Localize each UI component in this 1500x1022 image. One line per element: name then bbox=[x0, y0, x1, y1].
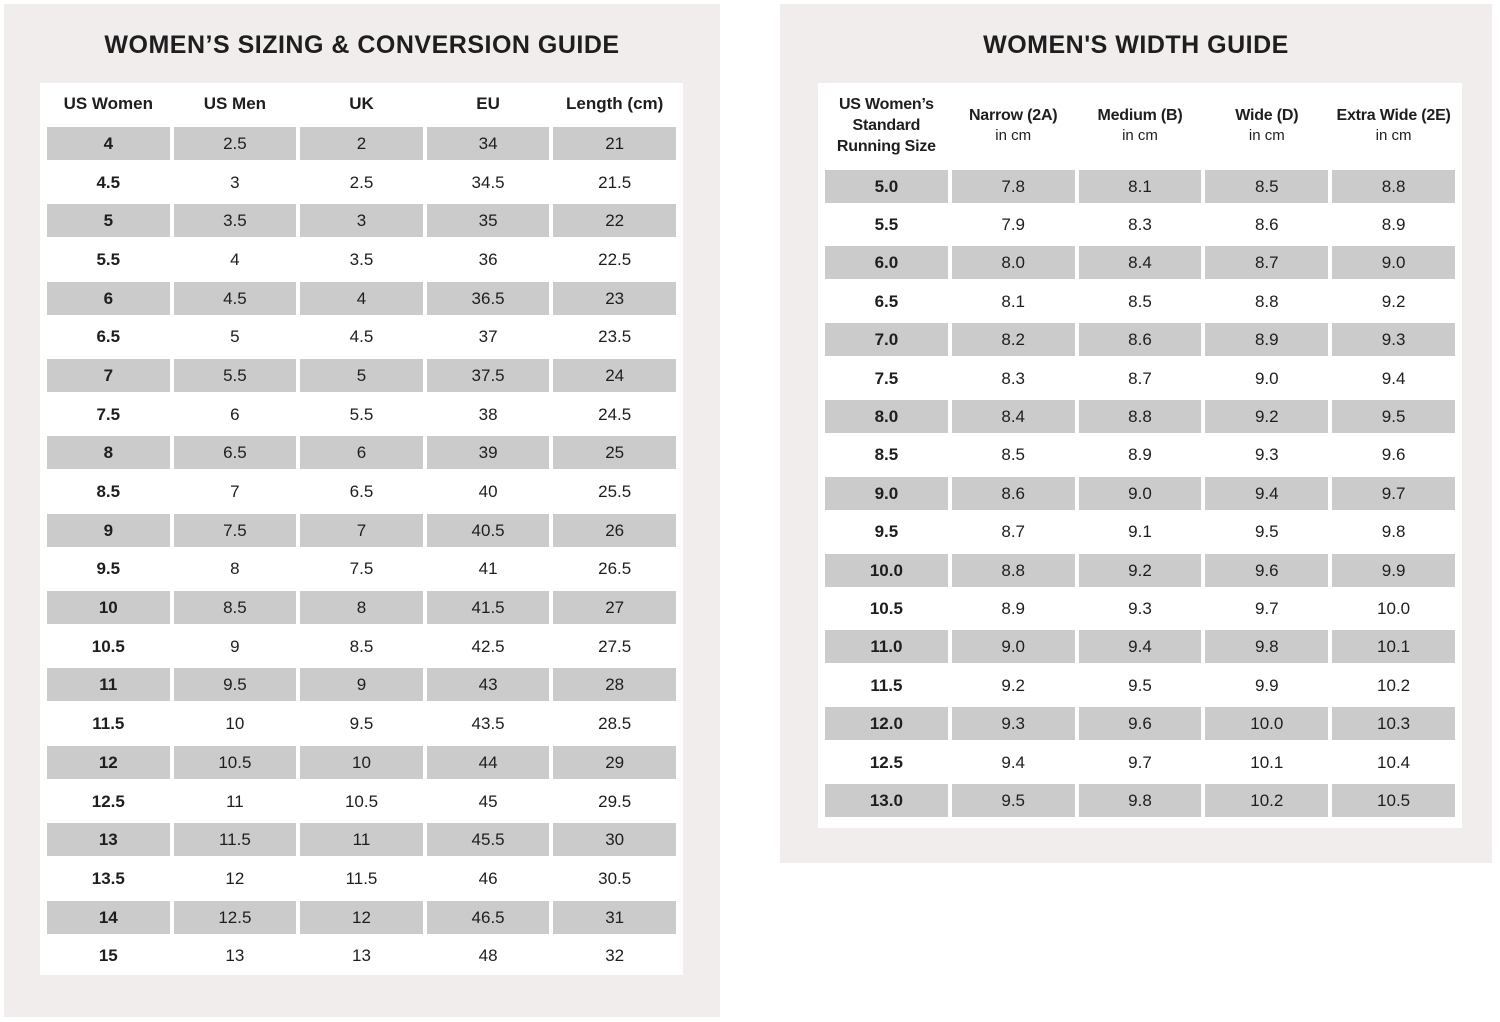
table-cell: 26.5 bbox=[598, 559, 632, 579]
table-cell: 7.5 bbox=[96, 404, 121, 424]
table-cell: 12.5 bbox=[869, 752, 903, 772]
column-header-label: Standard bbox=[852, 116, 921, 134]
table-cell: 12.0 bbox=[825, 707, 948, 740]
column-header bbox=[1332, 105, 1455, 146]
table-cell: 8.3 bbox=[1128, 215, 1152, 235]
table-row bbox=[818, 244, 1462, 282]
column-header-label: US Women’s bbox=[838, 95, 934, 113]
table-row bbox=[40, 782, 683, 821]
table-cell: 7 bbox=[230, 482, 240, 502]
table-cell: 8.6 bbox=[1079, 323, 1202, 356]
table-cell: 41 bbox=[478, 559, 498, 579]
table-cell: 13 bbox=[352, 946, 371, 966]
table-row bbox=[40, 859, 683, 898]
column-header-us-men: US Men bbox=[203, 93, 267, 113]
table-cell: 8.8 bbox=[1332, 170, 1455, 203]
table-cell: 7.0 bbox=[825, 323, 948, 356]
table-cell: 9.8 bbox=[1079, 784, 1202, 817]
table-cell: 6.5 bbox=[874, 291, 899, 311]
table-cell: 7.8 bbox=[952, 170, 1075, 203]
table-cell: 8.1 bbox=[1079, 170, 1202, 203]
table-cell: 38 bbox=[478, 404, 498, 424]
table-cell: 10.5 bbox=[1332, 784, 1455, 817]
column-header bbox=[1079, 105, 1202, 146]
table-cell: 31 bbox=[553, 901, 676, 934]
width-guide-table bbox=[818, 83, 1462, 828]
table-row bbox=[40, 279, 683, 318]
table-cell: 10 bbox=[225, 714, 245, 734]
table-cell: 8.6 bbox=[1254, 215, 1279, 235]
width-guide-panel bbox=[780, 4, 1492, 863]
table-cell: 4.5 bbox=[174, 282, 297, 315]
table-cell: 9.4 bbox=[1205, 477, 1328, 510]
table-cell: 9.8 bbox=[1381, 522, 1406, 542]
table-cell: 8 bbox=[230, 559, 240, 579]
table-cell: 11.5 bbox=[870, 675, 903, 695]
table-cell: 28 bbox=[553, 668, 676, 701]
table-cell: 8.5 bbox=[874, 445, 899, 465]
table-cell: 10.5 bbox=[344, 791, 379, 811]
table-row bbox=[40, 511, 683, 550]
table-row bbox=[40, 356, 683, 395]
table-cell: 35 bbox=[427, 204, 550, 237]
table-row bbox=[40, 666, 683, 705]
column-header-unit: in cm bbox=[1375, 126, 1412, 144]
table-cell: 2.5 bbox=[174, 127, 297, 160]
table-cell: 12 bbox=[225, 868, 245, 888]
table-cell: 25 bbox=[553, 436, 676, 469]
table-cell: 8.8 bbox=[1079, 400, 1202, 433]
table-cell: 4.5 bbox=[96, 172, 121, 192]
table-cell: 9.2 bbox=[1205, 400, 1328, 433]
table-cell: 10.4 bbox=[1377, 752, 1411, 772]
column-header-unit: in cm bbox=[1248, 126, 1285, 144]
table-cell: 10.2 bbox=[1377, 675, 1411, 695]
table-cell: 8.4 bbox=[952, 400, 1075, 433]
table-cell: 10.3 bbox=[1332, 707, 1455, 740]
table-cell: 10.1 bbox=[1332, 630, 1455, 663]
table-cell: 9.6 bbox=[1381, 445, 1406, 465]
table-row bbox=[818, 474, 1462, 512]
table-row bbox=[40, 898, 683, 937]
column-header-label: Running Size bbox=[836, 137, 936, 155]
table-cell: 13.0 bbox=[825, 784, 948, 817]
table-row bbox=[40, 704, 683, 743]
table-cell: 6.5 bbox=[349, 482, 374, 502]
table-cell: 9 bbox=[47, 514, 170, 547]
table-cell: 11.5 bbox=[92, 714, 125, 734]
table-row bbox=[818, 589, 1462, 627]
table-cell: 32 bbox=[605, 946, 625, 966]
table-cell: 36.5 bbox=[427, 282, 550, 315]
table-cell: 6.5 bbox=[174, 436, 297, 469]
table-cell: 43 bbox=[427, 668, 550, 701]
table-cell: 11 bbox=[47, 668, 170, 701]
table-cell: 45 bbox=[478, 791, 498, 811]
table-cell: 46 bbox=[478, 868, 498, 888]
table-cell: 11 bbox=[226, 791, 244, 811]
table-row bbox=[40, 240, 683, 279]
table-row bbox=[40, 627, 683, 666]
table-cell: 9.5 bbox=[96, 559, 121, 579]
table-row bbox=[818, 513, 1462, 551]
table-cell: 13 bbox=[47, 823, 170, 856]
table-cell: 8.5 bbox=[1205, 170, 1328, 203]
table-cell: 5.5 bbox=[874, 215, 899, 235]
table-cell: 9.2 bbox=[1079, 554, 1202, 587]
table-cell: 9.6 bbox=[1079, 707, 1202, 740]
table-cell: 9.5 bbox=[1332, 400, 1455, 433]
table-cell: 9.5 bbox=[1128, 675, 1152, 695]
table-cell: 4.5 bbox=[349, 327, 374, 347]
table-cell: 9.2 bbox=[1381, 291, 1406, 311]
sizing-conversion-table bbox=[40, 83, 683, 975]
table-cell: 43.5 bbox=[471, 714, 505, 734]
table-row bbox=[818, 436, 1462, 474]
table-row bbox=[818, 205, 1462, 243]
table-cell: 9 bbox=[300, 668, 423, 701]
table-cell: 29.5 bbox=[598, 791, 632, 811]
column-header-label: Extra Wide (2E) bbox=[1336, 106, 1451, 124]
table-row bbox=[40, 395, 683, 434]
table-cell: 8.0 bbox=[952, 246, 1075, 279]
table-cell: 2.5 bbox=[349, 172, 374, 192]
width-guide-title: WOMEN'S WIDTH GUIDE bbox=[983, 31, 1289, 59]
table-cell: 5.5 bbox=[349, 404, 374, 424]
table-row bbox=[40, 472, 683, 511]
table-cell: 11.0 bbox=[825, 630, 948, 663]
column-header-unit: in cm bbox=[995, 126, 1032, 144]
table-cell: 9.4 bbox=[1079, 630, 1202, 663]
table-cell: 9.8 bbox=[1205, 630, 1328, 663]
table-cell: 8.0 bbox=[825, 400, 948, 433]
table-cell: 24 bbox=[553, 359, 676, 392]
table-cell: 37 bbox=[478, 327, 498, 347]
table-cell: 21.5 bbox=[598, 172, 632, 192]
table-cell: 9.7 bbox=[1128, 752, 1152, 772]
table-cell: 8.5 bbox=[349, 636, 374, 656]
table-cell: 25.5 bbox=[598, 482, 632, 502]
table-cell: 22 bbox=[553, 204, 676, 237]
table-cell: 21 bbox=[553, 127, 676, 160]
table-cell: 10.1 bbox=[1250, 752, 1284, 772]
table-cell: 3.5 bbox=[349, 249, 374, 269]
table-cell: 8.5 bbox=[1001, 445, 1026, 465]
table-cell: 8.3 bbox=[1001, 368, 1026, 388]
table-cell: 5.0 bbox=[825, 170, 948, 203]
table-cell: 6 bbox=[47, 282, 170, 315]
table-cell: 9.5 bbox=[1254, 522, 1279, 542]
table-row bbox=[818, 359, 1462, 397]
table-row bbox=[818, 628, 1462, 666]
table-cell: 9.6 bbox=[1205, 554, 1328, 587]
table-cell: 42.5 bbox=[471, 636, 505, 656]
table-cell: 12.5 bbox=[174, 901, 297, 934]
table-cell: 10.0 bbox=[1205, 707, 1328, 740]
table-cell: 8 bbox=[300, 591, 423, 624]
table-cell: 7.5 bbox=[874, 368, 899, 388]
table-cell: 10.0 bbox=[825, 554, 948, 587]
table-cell: 8.5 bbox=[1128, 291, 1152, 311]
sizing-guide-title: WOMEN’S SIZING & CONVERSION GUIDE bbox=[104, 31, 620, 59]
table-cell: 3 bbox=[230, 172, 240, 192]
table-cell: 5 bbox=[47, 204, 170, 237]
column-header-label: Wide (D) bbox=[1235, 106, 1299, 124]
table-cell: 5.5 bbox=[96, 249, 121, 269]
table-header-row bbox=[818, 83, 1462, 167]
table-header-row bbox=[40, 83, 683, 124]
table-cell: 8.2 bbox=[952, 323, 1075, 356]
table-cell: 5 bbox=[230, 327, 240, 347]
column-header-label: Medium (B) bbox=[1097, 106, 1183, 124]
table-cell: 8.9 bbox=[1381, 215, 1406, 235]
table-cell: 40.5 bbox=[427, 514, 550, 547]
table-cell: 12 bbox=[300, 901, 423, 934]
table-cell: 9.3 bbox=[952, 707, 1075, 740]
column-header-eu: EU bbox=[476, 93, 500, 113]
table-row bbox=[40, 588, 683, 627]
table-cell: 8.4 bbox=[1079, 246, 1202, 279]
table-cell: 3 bbox=[300, 204, 423, 237]
table-cell: 8.8 bbox=[1254, 291, 1279, 311]
table-row bbox=[818, 321, 1462, 359]
table-cell: 39 bbox=[427, 436, 550, 469]
table-cell: 26 bbox=[553, 514, 676, 547]
table-cell: 8.9 bbox=[1205, 323, 1328, 356]
column-header-label: Narrow (2A) bbox=[968, 106, 1058, 124]
table-row bbox=[818, 704, 1462, 742]
table-cell: 10 bbox=[47, 591, 170, 624]
table-cell: 9.3 bbox=[1128, 598, 1152, 618]
table-cell: 9.0 bbox=[952, 630, 1075, 663]
table-cell: 44 bbox=[427, 746, 550, 779]
sizing-table-body bbox=[40, 124, 683, 975]
table-cell: 10.2 bbox=[1205, 784, 1328, 817]
table-cell: 9.9 bbox=[1332, 554, 1455, 587]
table-cell: 46.5 bbox=[427, 901, 550, 934]
table-cell: 34.5 bbox=[471, 172, 505, 192]
table-cell: 2 bbox=[300, 127, 423, 160]
table-row bbox=[40, 124, 683, 163]
table-cell: 11 bbox=[300, 823, 423, 856]
table-cell: 5 bbox=[300, 359, 423, 392]
table-row bbox=[818, 282, 1462, 320]
table-cell: 9.0 bbox=[1254, 368, 1279, 388]
table-cell: 9.7 bbox=[1254, 598, 1279, 618]
table-cell: 9.5 bbox=[952, 784, 1075, 817]
table-cell: 10.0 bbox=[1377, 598, 1411, 618]
table-cell: 8.7 bbox=[1128, 368, 1152, 388]
width-table-body bbox=[818, 167, 1462, 820]
table-cell: 45.5 bbox=[427, 823, 550, 856]
column-header-uk: UK bbox=[349, 93, 374, 113]
table-row bbox=[818, 781, 1462, 819]
table-row bbox=[818, 551, 1462, 589]
table-cell: 9 bbox=[230, 636, 240, 656]
table-cell: 7.5 bbox=[349, 559, 374, 579]
table-row bbox=[818, 167, 1462, 205]
table-cell: 10.5 bbox=[869, 598, 903, 618]
table-cell: 8.7 bbox=[1205, 246, 1328, 279]
column-header bbox=[1205, 105, 1328, 146]
table-cell: 9.5 bbox=[349, 714, 374, 734]
table-cell: 6.5 bbox=[96, 327, 121, 347]
table-cell: 9.3 bbox=[1332, 323, 1455, 356]
table-cell: 27 bbox=[553, 591, 676, 624]
table-cell: 36 bbox=[478, 249, 498, 269]
table-cell: 10.5 bbox=[174, 746, 297, 779]
table-cell: 9.4 bbox=[1001, 752, 1026, 772]
table-cell: 6 bbox=[300, 436, 423, 469]
column-header-unit: in cm bbox=[1122, 126, 1158, 144]
table-cell: 24.5 bbox=[598, 404, 632, 424]
table-cell: 3.5 bbox=[174, 204, 297, 237]
table-cell: 8.5 bbox=[96, 482, 121, 502]
table-cell: 48 bbox=[478, 946, 498, 966]
table-cell: 4 bbox=[230, 249, 240, 269]
table-cell: 9.0 bbox=[825, 477, 948, 510]
table-cell: 9.7 bbox=[1332, 477, 1455, 510]
table-cell: 13.5 bbox=[91, 868, 125, 888]
table-cell: 30 bbox=[553, 823, 676, 856]
table-row bbox=[40, 936, 683, 975]
table-cell: 8 bbox=[47, 436, 170, 469]
table-cell: 28.5 bbox=[598, 714, 632, 734]
table-cell: 22.5 bbox=[598, 249, 632, 269]
table-cell: 27.5 bbox=[598, 636, 632, 656]
table-row bbox=[40, 434, 683, 473]
table-row bbox=[40, 820, 683, 859]
table-row bbox=[818, 743, 1462, 781]
table-cell: 29 bbox=[553, 746, 676, 779]
table-cell: 8.8 bbox=[952, 554, 1075, 587]
table-cell: 11.5 bbox=[345, 868, 378, 888]
table-cell: 10.5 bbox=[91, 636, 125, 656]
table-cell: 8.1 bbox=[1001, 291, 1026, 311]
table-cell: 14 bbox=[47, 901, 170, 934]
table-cell: 6 bbox=[230, 404, 240, 424]
table-cell: 12.5 bbox=[91, 791, 125, 811]
column-header-length-cm: Length (cm) bbox=[566, 93, 664, 113]
table-cell: 11.5 bbox=[174, 823, 297, 856]
table-row bbox=[40, 550, 683, 589]
table-cell: 6.0 bbox=[825, 246, 948, 279]
table-cell: 8.6 bbox=[952, 477, 1075, 510]
column-header bbox=[825, 94, 948, 157]
table-row bbox=[40, 743, 683, 782]
table-cell: 7.9 bbox=[1001, 215, 1026, 235]
table-cell: 5.5 bbox=[174, 359, 297, 392]
table-cell: 9.0 bbox=[1079, 477, 1202, 510]
table-cell: 40 bbox=[478, 482, 498, 502]
table-cell: 4 bbox=[47, 127, 170, 160]
table-cell: 9.0 bbox=[1332, 246, 1455, 279]
table-cell: 8.9 bbox=[1128, 445, 1152, 465]
table-row bbox=[818, 666, 1462, 704]
table-cell: 9.1 bbox=[1128, 522, 1152, 542]
table-cell: 34 bbox=[427, 127, 550, 160]
column-header bbox=[952, 105, 1075, 146]
table-cell: 9.2 bbox=[1001, 675, 1026, 695]
column-header-us-women: US Women bbox=[63, 93, 153, 113]
table-cell: 23.5 bbox=[598, 327, 632, 347]
table-row bbox=[40, 201, 683, 240]
table-cell: 7.5 bbox=[174, 514, 297, 547]
table-cell: 15 bbox=[98, 946, 118, 966]
table-cell: 9.4 bbox=[1381, 368, 1406, 388]
table-cell: 4 bbox=[300, 282, 423, 315]
table-cell: 41.5 bbox=[427, 591, 550, 624]
sizing-conversion-panel bbox=[4, 4, 720, 1017]
table-cell: 10 bbox=[300, 746, 423, 779]
table-cell: 13 bbox=[225, 946, 245, 966]
table-row bbox=[40, 163, 683, 202]
table-cell: 7 bbox=[300, 514, 423, 547]
table-cell: 9.9 bbox=[1254, 675, 1279, 695]
table-row bbox=[818, 397, 1462, 435]
table-cell: 7 bbox=[47, 359, 170, 392]
table-cell: 8.5 bbox=[174, 591, 297, 624]
table-cell: 37.5 bbox=[427, 359, 550, 392]
table-row bbox=[40, 317, 683, 356]
table-cell: 9.5 bbox=[874, 522, 899, 542]
table-cell: 23 bbox=[553, 282, 676, 315]
table-cell: 30.5 bbox=[598, 868, 632, 888]
table-cell: 9.5 bbox=[174, 668, 297, 701]
table-cell: 12 bbox=[47, 746, 170, 779]
table-cell: 9.3 bbox=[1254, 445, 1279, 465]
table-cell: 8.9 bbox=[1001, 598, 1026, 618]
table-cell: 8.7 bbox=[1001, 522, 1026, 542]
